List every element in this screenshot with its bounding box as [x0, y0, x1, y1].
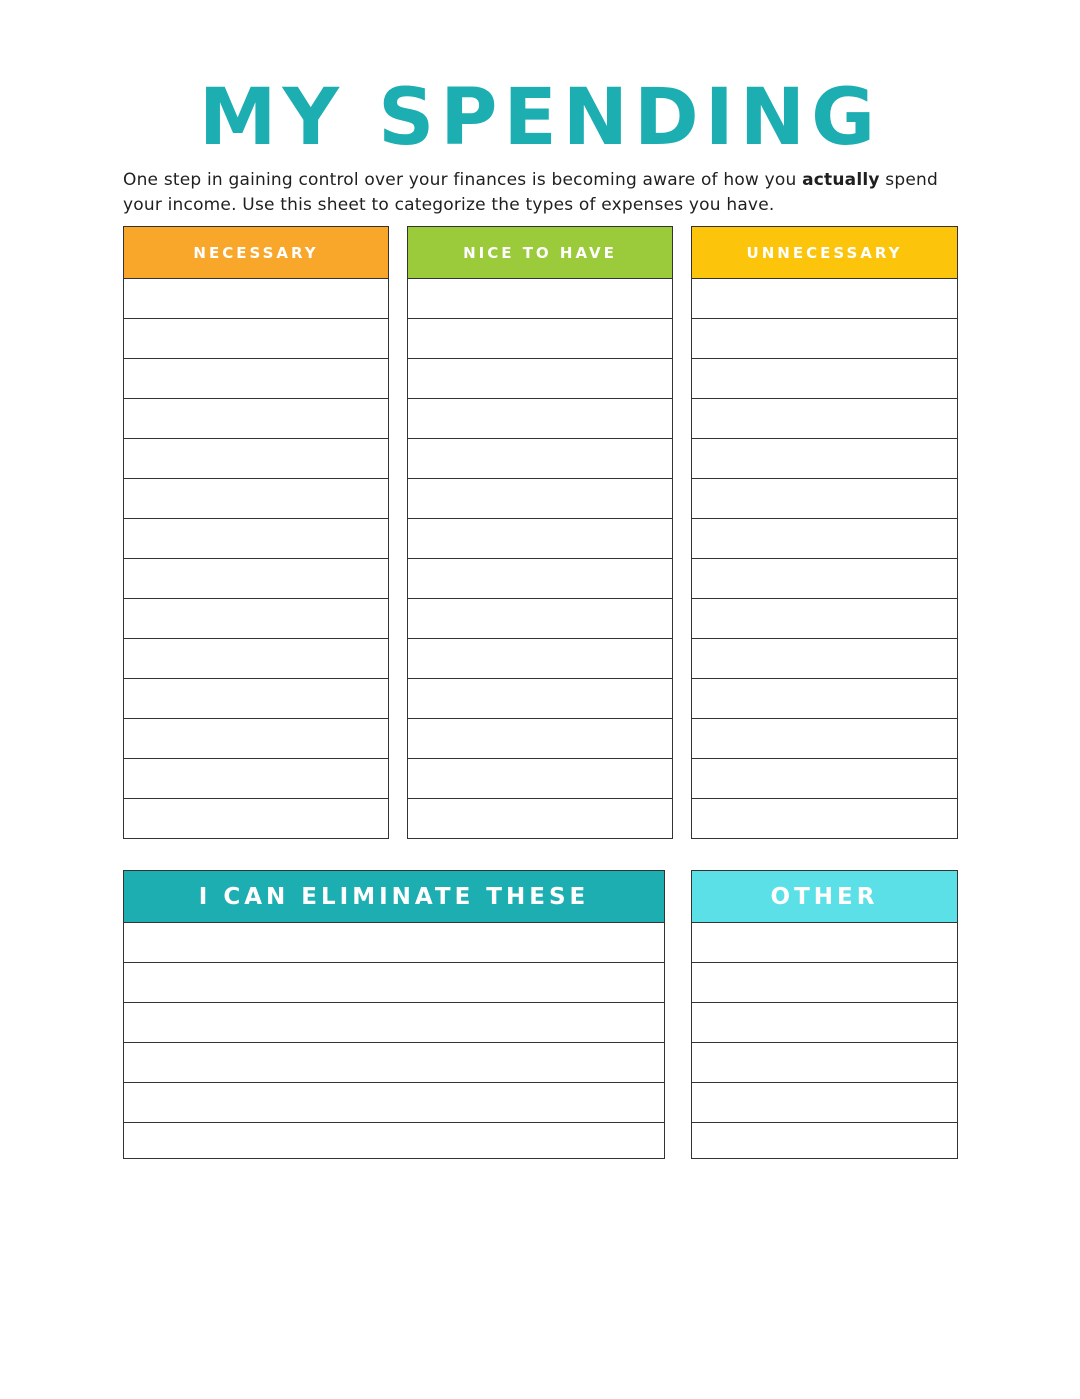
entry-line[interactable] [408, 679, 672, 719]
entry-line[interactable] [408, 439, 672, 479]
entry-line[interactable] [124, 399, 388, 439]
entry-line[interactable] [408, 759, 672, 799]
unnecessary-rows [692, 279, 957, 839]
entry-line[interactable] [692, 1123, 957, 1163]
entry-line[interactable] [692, 799, 957, 839]
entry-line[interactable] [124, 559, 388, 599]
other-header: OTHER [692, 871, 957, 923]
entry-line[interactable] [692, 439, 957, 479]
entry-line[interactable] [124, 799, 388, 839]
entry-line[interactable] [124, 679, 388, 719]
entry-line[interactable] [124, 279, 388, 319]
entry-line[interactable] [124, 923, 664, 963]
entry-line[interactable] [124, 1123, 664, 1163]
intro-part-2: spend your income. Use this sheet to categorize the types of expenses you have. [123, 170, 938, 215]
entry-line[interactable] [408, 799, 672, 839]
necessary-header: NECESSARY [124, 227, 388, 279]
entry-line[interactable] [408, 359, 672, 399]
entry-line[interactable] [408, 479, 672, 519]
page-title: MY SPENDING [198, 73, 882, 163]
entry-line[interactable] [692, 719, 957, 759]
other-rows [692, 923, 957, 1163]
unnecessary-column [691, 226, 958, 839]
entry-line[interactable] [124, 599, 388, 639]
necessary-rows [124, 279, 388, 839]
intro-text [123, 168, 963, 218]
entry-line[interactable] [124, 1043, 664, 1083]
entry-line[interactable] [692, 359, 957, 399]
entry-line[interactable] [692, 479, 957, 519]
intro-bold-word: actually [802, 170, 880, 190]
entry-line[interactable] [124, 479, 388, 519]
eliminate-rows [124, 923, 664, 1163]
entry-line[interactable] [692, 1003, 957, 1043]
unnecessary-header: UNNECESSARY [692, 227, 957, 279]
entry-line[interactable] [692, 1043, 957, 1083]
entry-line[interactable] [124, 319, 388, 359]
entry-line[interactable] [124, 719, 388, 759]
nice-to-have-rows [408, 279, 672, 839]
entry-line[interactable] [124, 359, 388, 399]
entry-line[interactable] [692, 639, 957, 679]
entry-line[interactable] [124, 1003, 664, 1043]
entry-line[interactable] [692, 279, 957, 319]
entry-line[interactable] [408, 519, 672, 559]
entry-line[interactable] [408, 559, 672, 599]
entry-line[interactable] [692, 963, 957, 1003]
necessary-column [123, 226, 389, 839]
nice-to-have-column [407, 226, 673, 839]
intro-part-1: One step in gaining control over your finances is becoming aware of how you [123, 170, 803, 190]
entry-line[interactable] [408, 279, 672, 319]
entry-line[interactable] [124, 1083, 664, 1123]
entry-line[interactable] [124, 439, 388, 479]
entry-line[interactable] [408, 319, 672, 359]
entry-line[interactable] [408, 639, 672, 679]
nice-to-have-header: NICE TO HAVE [408, 227, 672, 279]
entry-line[interactable] [408, 599, 672, 639]
entry-line[interactable] [692, 519, 957, 559]
entry-line[interactable] [692, 399, 957, 439]
entry-line[interactable] [124, 639, 388, 679]
entry-line[interactable] [692, 679, 957, 719]
eliminate-box [123, 870, 665, 1159]
entry-line[interactable] [692, 759, 957, 799]
entry-line[interactable] [692, 559, 957, 599]
entry-line[interactable] [124, 759, 388, 799]
entry-line[interactable] [692, 923, 957, 963]
entry-line[interactable] [408, 719, 672, 759]
entry-line[interactable] [124, 519, 388, 559]
entry-line[interactable] [692, 1083, 957, 1123]
entry-line[interactable] [408, 399, 672, 439]
entry-line[interactable] [124, 963, 664, 1003]
eliminate-header: I CAN ELIMINATE THESE [124, 871, 664, 923]
entry-line[interactable] [692, 599, 957, 639]
entry-line[interactable] [692, 319, 957, 359]
other-box [691, 870, 958, 1159]
